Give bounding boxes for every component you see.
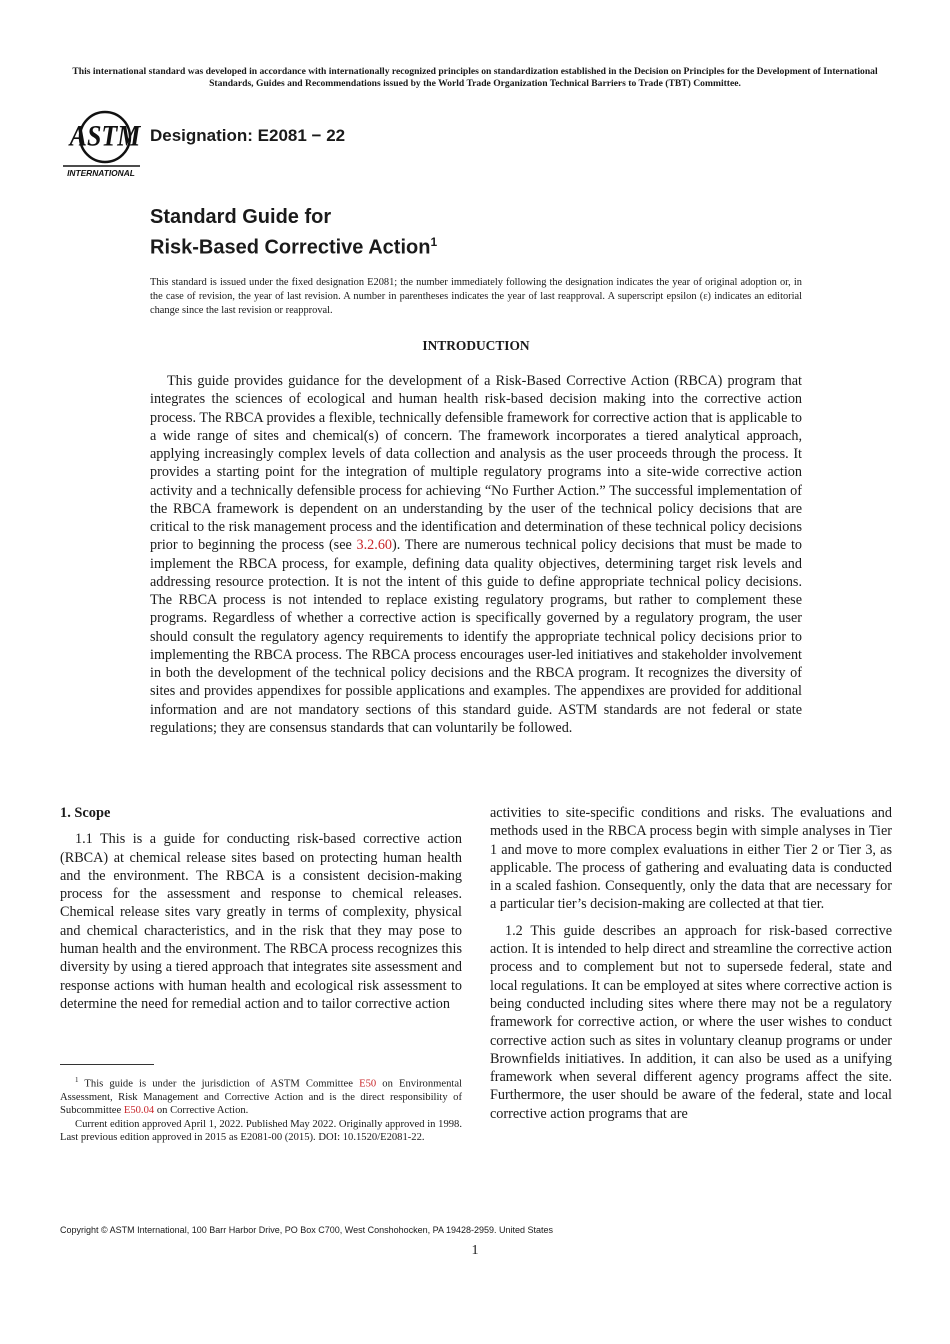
- paragraph-1-1-continued: activities to site-specific conditions and risks. The evaluations and methods used in the RBCA process begin with simple analyses in Tier 1 and move to more complex evaluations in either Tier 2 or Tier 3, as applicable. The process of gathering and evaluating data is conducted in a scaled fashion. Consequently, only the data that are necessary for a particular tier’s decision-making are collected at that tier.: [490, 805, 892, 913]
- footnote-1: [60, 1074, 462, 1118]
- footnote-text-3: on Corrective Action.: [154, 1105, 249, 1117]
- paragraph-1-1: 1.1 This is a guide for conducting risk-based corrective action (RBCA) at chemical release sites based on protecting human health and the environment. The RBCA is a consistent decision-making process for the assessment and response to chemical releases. Chemical release sites vary greatly in terms of complexity, physical and chemical characteristics, and in the risk that they may pose to human health and the environment. The RBCA process recognizes this diversity by using a tiered approach that integrates site assessment and response actions with human health and ecological risk assessment to determine the need for remedial action and to tailor corrective action: [60, 831, 462, 1012]
- logo-letters: ASTM: [69, 120, 141, 154]
- introduction-text: [150, 372, 802, 737]
- copyright-line: Copyright © ASTM International, 100 Barr Harbor Drive, PO Box C700, West Conshohocken, PA 19428-2959. United States: [60, 1225, 554, 1235]
- title-main: Risk-Based Corrective Action: [150, 236, 431, 259]
- paragraph-1-2: 1.2 This guide describes an approach for risk-based corrective action. It is intended to help direct and streamline the corrective action process and to complement but not to supersede federal, state and local regulations. It can be employed at sites where corrective action is being conducted including sites where there may not be a regulatory framework for corrective action, or where the user wishes to conduct corrective action such as sites in voluntary cleanup programs or under Brownfields initiatives. In addition, it can also be used as a unifying framework when several different agency programs affect the site. Furthermore, the user should be aware of the federal, state and local corrective action programs that are: [490, 922, 892, 1122]
- title-line-1: Standard Guide for: [150, 206, 332, 228]
- footnote-text-2: on Environmental Assessment, Risk Management and Corrective Action and is the direct responsibility of Subcommittee: [60, 1078, 462, 1117]
- subcommittee-link[interactable]: E50.04: [123, 1105, 155, 1117]
- page-number: 1: [471, 1243, 479, 1258]
- section-reference-link[interactable]: 3.2.60: [356, 537, 392, 554]
- footnote-divider: [60, 1064, 154, 1065]
- footnote-text-1: This guide is under the jurisdiction of ASTM Committee: [78, 1078, 360, 1090]
- designation: Designation: E2081 − 22: [150, 126, 346, 145]
- intro-text-part-1: This guide provides guidance for the development of a Risk-Based Corrective Action (RBCA) program that integrates the sciences of ecological and human health risk-based decision making into the corrective action process. The RBCA provides a flexible, technically defensible framework for corrective action that is applicable to a wide range of sites and chemical(s) of concern. The framework incorporates a tiered analytical approach, applying increasingly complex levels of data collection and analysis as the user proceeds through the process. It provides a starting point for the integration of multiple regulatory programs into a site-wide corrective action activity and a technically defensible process for achieving “No Further Action.” The successful implementation of the RBCA framework is dependent on an understanding by the user of the technical policy decisions that are critical to the risk management process and the identification and determination of these technical policy decisions prior to beginning the process (see: [150, 373, 802, 554]
- left-column: [60, 804, 462, 1021]
- document-title: [150, 205, 437, 261]
- footnote-mark: 1: [75, 1076, 79, 1084]
- title-footnote-mark: 1: [430, 235, 438, 249]
- right-column: [490, 804, 892, 1131]
- scope-heading: 1. Scope: [60, 805, 111, 821]
- introduction-heading: INTRODUCTION: [422, 338, 530, 353]
- issuance-note: This standard is issued under the fixed designation E2081; the number immediately following the designation indicates the year of original adoption or, in the case of revision, the year of last revision. A number in parentheses indicates the year of last reapproval. A superscript epsilon (ε) indicates an editorial change since the last revision or reapproval.: [150, 277, 802, 316]
- committee-link[interactable]: E50: [359, 1078, 377, 1090]
- title-line-2: [150, 230, 437, 261]
- astm-logo: [60, 110, 142, 178]
- edition-note: Current edition approved April 1, 2022. Published May 2022. Originally approved in 1998. Last previous edition approved in 2015 as E2081-00 (2015). DOI: 10.1520/E2081-22.: [60, 1118, 462, 1144]
- intro-text-part-2: ). There are numerous technical policy decisions that must be made to implement the RBCA process, for example, defining data quality objectives, determining target risk levels and addressing resource protection. It is not the intent of this guide to define appropriate technical policy decisions. The RBCA process is not intended to replace existing regulatory programs, but rather to complement these programs. Regardless of whether a corrective action is specifically governed by a regulatory program, the user should consult the regulatory agency requirements to identify the appropriate technical policy decisions prior to implementing the RBCA process. The RBCA process encourages user-led initiatives and stakeholder involvement in both the development of the technical policy decisions and the RBCA program. It recognizes the diversity of sites and provides appendixes for possible applications and examples. The appendixes are provided for additional information and are not mandatory sections of this standard guide. ASTM standards are not federal or state regulations; they are consensus standards that can voluntarily be followed.: [150, 537, 802, 736]
- trade-notice: This international standard was developed in accordance with internationally recognized principles on standardization established in the Decision on Principles for the Development of International Standards, Guides and Recommendations issued by the World Trade Organization Technical Barriers to Trade (TBT) Committee.: [72, 66, 878, 89]
- logo-subtitle: INTERNATIONAL: [67, 168, 135, 178]
- footnotes: [60, 1074, 462, 1145]
